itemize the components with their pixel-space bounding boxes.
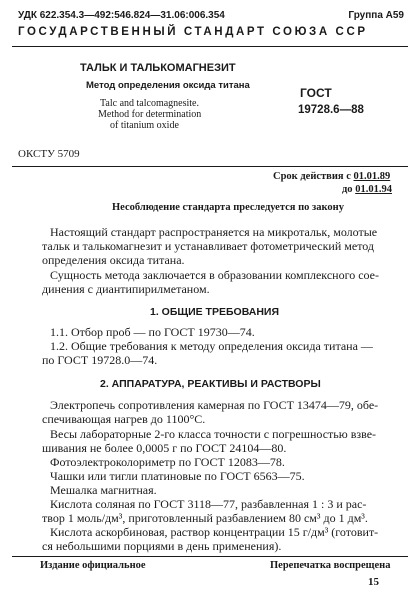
law-notice: Несоблюдение стандарта преследуется по закону <box>112 202 344 213</box>
section-2-line-8: Кислота соляная по ГОСТ 3118—77, разбавленная 1 : 3 и рас- <box>50 497 367 511</box>
section-2-line-1: Электропечь сопротивления камерная по ГОСТ 13474—79, обе- <box>50 398 379 412</box>
section-1-heading: 1. ОБЩИЕ ТРЕБОВАНИЯ <box>150 306 280 318</box>
english-title-line-2: Method for determination <box>98 109 202 120</box>
english-title-line-3: of titanium oxide <box>110 120 179 131</box>
document-subtitle: Метод определения оксида титана <box>86 80 250 91</box>
validity-to-prefix: до <box>342 184 353 195</box>
section-2-line-10: Кислота аскорбиновая, раствор концентрации 15 г/дм³ (готовит- <box>50 525 379 539</box>
section-2-line-2: спечивающая нагрев до 1100°С. <box>42 412 206 426</box>
reprint-notice: Перепечатка воспрещена <box>270 560 391 571</box>
intro-line-2: тальк и талькомагнезит и устанавливает фотометрический метод <box>42 239 375 253</box>
section-1-item-1: 1.1. Отбор проб — по ГОСТ 19730—74. <box>50 325 255 339</box>
validity-from-prefix: с <box>346 171 351 182</box>
intro-line-1: Настоящий стандарт распространяется на микротальк, молотые <box>50 225 378 239</box>
validity-to <box>342 184 392 195</box>
section-2-line-9: твор 1 моль/дм³, приготовленный разбавлением 80 см³ до 1 дм³. <box>42 511 368 525</box>
intro-line-4: Сущность метода заключается в образовании комплексного сое- <box>50 268 380 282</box>
section-1-item-2-line-2: по ГОСТ 19728.0—74. <box>42 353 158 367</box>
standard-banner: ГОСУДАРСТВЕННЫЙ СТАНДАРТ СОЮЗА ССР <box>18 26 368 38</box>
validity-label: Срок действия <box>273 171 344 182</box>
section-2-line-6: Чашки или тигли платиновые по ГОСТ 6563—75. <box>50 469 305 483</box>
section-1-item-2-line-1: 1.2. Общие требования к методу определения оксида титана — <box>50 339 373 353</box>
footer-rule <box>12 556 408 557</box>
gost-number: 19728.6—88 <box>298 104 364 116</box>
section-2-line-3: Весы лабораторные 2-го класса точности с погрешностью взве- <box>50 427 377 441</box>
page-number: 15 <box>368 576 379 588</box>
section-2-heading: 2. АППАРАТУРА, РЕАКТИВЫ И РАСТВОРЫ <box>100 378 321 390</box>
official-edition: Издание официальное <box>40 560 146 571</box>
section-2-line-4: шивания не более 0,0005 г по ГОСТ 24104—80. <box>42 441 287 455</box>
udk-code: УДК 622.354.3—492:546.824—31.06:006.354 <box>18 10 225 21</box>
group-code: Группа А59 <box>348 10 404 21</box>
intro-line-3: определения оксида титана. <box>42 253 185 267</box>
okstu-code: ОКСТУ 5709 <box>18 148 80 160</box>
section-2-line-5: Фотоэлектроколориметр по ГОСТ 12083—78. <box>50 455 285 469</box>
intro-line-5: динения с диантипирилметаном. <box>42 282 210 296</box>
section-2-line-7: Мешалка магнитная. <box>50 483 157 497</box>
title-rule <box>12 166 408 167</box>
document-title: ТАЛЬК И ТАЛЬКОМАГНЕЗИТ <box>80 62 236 74</box>
header-rule <box>12 46 408 47</box>
validity-from <box>273 171 390 182</box>
english-title-line-1: Talc and talcomagnesite. <box>100 98 199 109</box>
validity-from-date: 01.01.89 <box>353 171 391 182</box>
gost-label: ГОСТ <box>300 86 332 100</box>
section-2-line-11: ся небольшими порциями в день применения). <box>42 539 282 553</box>
validity-to-date: 01.01.94 <box>355 184 392 195</box>
